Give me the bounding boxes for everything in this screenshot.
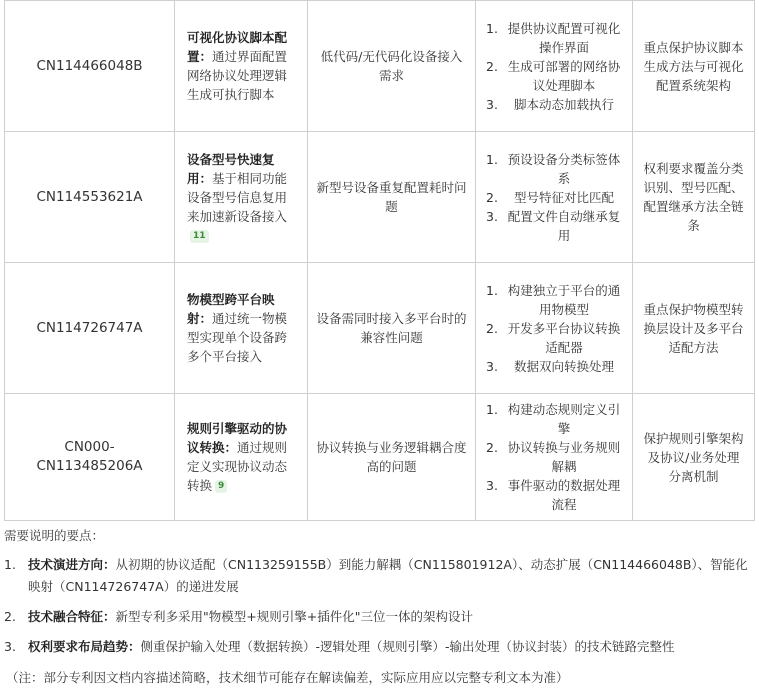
point-label: 技术演进方向： [28, 557, 116, 572]
scope-cell [633, 132, 755, 263]
notes-section [4, 526, 754, 688]
feature-text: 通过界面配置网络协议处理逻辑生成可执行脚本 [187, 49, 288, 102]
patent-number[interactable]: CN114726747A [36, 319, 143, 336]
list-item [4, 606, 754, 628]
scope-text: 重点保护物模型转换层设计及多平台适配方法 [643, 301, 744, 355]
problem-cell [308, 1, 476, 132]
patent-number-cell [5, 394, 175, 521]
scope-text: 保护规则引擎架构及协议/业务处理分离机制 [643, 430, 744, 484]
patent-table [4, 0, 755, 521]
patent-number[interactable]: CN114553621A [36, 188, 143, 205]
point-number: 2. [4, 609, 16, 624]
table-row [5, 394, 755, 521]
patent-table-container [4, 0, 755, 520]
point-text: 新型专利多采用"物模型+规则引擎+插件化"三位一体的架构设计 [115, 609, 473, 624]
feature-title: 可视化协议脚本配置： [187, 30, 288, 64]
steps-cell [476, 1, 633, 132]
list-item: 1. 预设设备分类标签体系 [486, 151, 621, 186]
scope-cell [633, 1, 755, 132]
point-label: 权利要求布局趋势： [28, 639, 141, 654]
point-number: 3. [4, 639, 16, 654]
problem-text: 设备需同时接入多平台时的兼容性问题 [316, 311, 467, 345]
feature-cell [175, 132, 308, 263]
patent-number-cell [5, 132, 175, 263]
scope-text: 重点保护协议脚本生成方法与可视化配置系统架构 [643, 39, 744, 93]
problem-text: 协议转换与业务逻辑耦合度高的问题 [316, 440, 467, 474]
point-label: 技术融合特征： [28, 609, 116, 624]
list-item: 2. 生成可部署的网络协议处理脚本 [486, 58, 621, 93]
list-item: 2. 开发多平台协议转换适配器 [486, 320, 621, 355]
list-item: 3. 数据双向转换处理 [486, 358, 614, 374]
steps-list [486, 281, 624, 376]
list-item: 3. 事件驱动的数据处理流程 [486, 478, 621, 512]
feature-text: 基于相同功能设备型号信息复用来加速新设备接入 [187, 170, 288, 224]
patent-number-cell [5, 1, 175, 132]
list-item: 3. 脚本动态加载执行 [486, 96, 614, 112]
feature-title: 规则引擎驱动的协议转换： [187, 421, 288, 455]
problem-cell [308, 132, 476, 263]
point-text: 侧重保护输入处理（数据转换）-逻辑处理（规则引擎）-输出处理（协议封装）的技术链路完整性 [140, 639, 675, 654]
steps-cell [476, 394, 633, 521]
problem-cell [308, 394, 476, 521]
steps-cell [476, 132, 633, 263]
patent-number-cell [5, 263, 175, 394]
feature-text: 通过统一物模型实现单个设备跨多个平台接入 [187, 311, 288, 364]
list-item: 1. 构建独立于平台的通用物模型 [486, 282, 621, 317]
problem-text: 低代码/无代码化设备接入需求 [320, 49, 463, 83]
feature-cell [175, 263, 308, 394]
steps-list [486, 400, 624, 514]
problem-text: 新型号设备重复配置耗时问题 [316, 180, 467, 214]
patent-number[interactable]: CN000-CN113485206A [36, 439, 143, 474]
scope-text: 权利要求覆盖分类识别、型号匹配、配置继承方法全链条 [643, 161, 744, 233]
table-row [5, 132, 755, 263]
feature-text: 通过规则定义实现协议动态转换 [187, 440, 288, 493]
list-item: 3. 配置文件自动继承复用 [486, 208, 621, 243]
steps-list [486, 19, 624, 114]
scope-cell [633, 394, 755, 521]
problem-cell [308, 263, 476, 394]
feature-cell [175, 1, 308, 132]
table-row [5, 263, 755, 394]
citation-badge[interactable]: 9 [215, 480, 227, 493]
patent-number[interactable]: CN114466048B [36, 57, 143, 74]
feature-title: 物模型跨平台映射： [187, 292, 275, 326]
list-item: 1. 构建动态规则定义引擎 [486, 402, 621, 436]
list-item [4, 554, 754, 598]
notes-title: 需要说明的要点： [4, 528, 105, 543]
point-text: 从初期的协议适配（CN113259155B）到能力解耦（CN115801912A）、动态扩展（CN114466048B）、智能化映射（CN114726747A）的递进发展 [28, 557, 748, 594]
steps-cell [476, 263, 633, 394]
steps-list [486, 150, 624, 245]
scope-cell [633, 263, 755, 394]
list-item: 1. 提供协议配置可视化操作界面 [486, 20, 621, 55]
feature-title: 设备型号快速复用： [187, 151, 275, 186]
table-row [5, 1, 755, 132]
list-item [4, 636, 754, 658]
list-item: 2. 协议转换与业务规则解耦 [486, 440, 621, 474]
point-number: 1. [4, 557, 16, 572]
feature-cell [175, 394, 308, 521]
list-item: 2. 型号特征对比匹配 [486, 189, 614, 205]
footnote: （注：部分专利因文档内容描述简略，技术细节可能存在解读偏差，实际应用应以完整专利文本为准） [6, 670, 569, 685]
citation-badge[interactable]: 11 [190, 230, 209, 243]
